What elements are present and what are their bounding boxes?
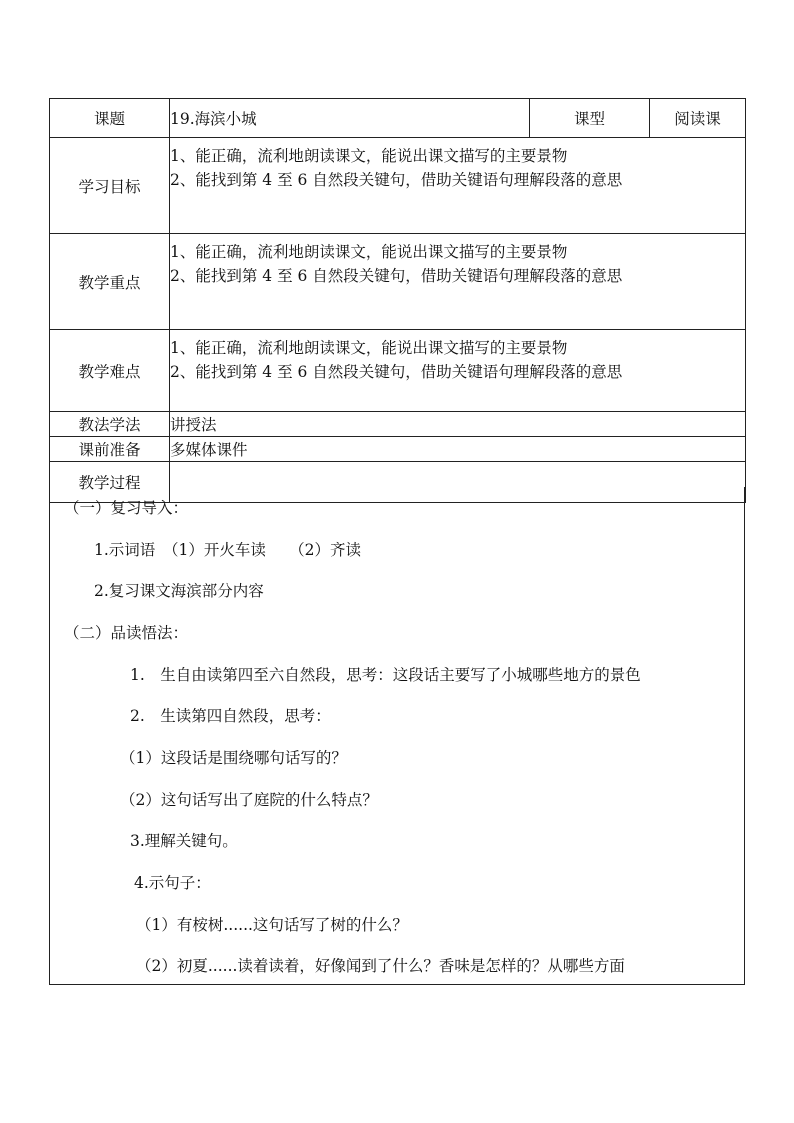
method-label: 教法学法 <box>50 412 170 437</box>
table-row <box>50 412 746 437</box>
preparation-value: 多媒体课件 <box>170 437 746 462</box>
section-heading-reading: （二）品读悟法： <box>64 624 189 642</box>
topic-label: 课题 <box>50 99 170 138</box>
process-question: （2）这句话写出了庭院的什么特点？ <box>120 791 378 809</box>
table-row <box>50 330 746 412</box>
process-step: 2. 生读第四自然段，思考： <box>130 707 331 725</box>
key-point-2: 2、能找到第 4 至 6 自然段关键句，借助关键语句理解段落的意思 <box>170 267 623 285</box>
difficulties-content <box>170 330 746 412</box>
learning-goal-2: 2、能找到第 4 至 6 自然段关键句，借助关键语句理解段落的意思 <box>170 171 623 189</box>
table-row <box>50 437 746 462</box>
process-step: 3.理解关键句。 <box>130 832 238 850</box>
process-question: （2）初夏......读着读着，好像闻到了什么？香味是怎样的？从哪些方面 <box>136 957 625 975</box>
process-step: 2.复习课文海滨部分内容 <box>94 582 264 600</box>
lesson-title: 19.海滨小城 <box>170 99 530 138</box>
preparation-label: 课前准备 <box>50 437 170 462</box>
lesson-type-value: 阅读课 <box>650 99 746 138</box>
teaching-process-section <box>49 487 745 985</box>
table-row <box>50 234 746 330</box>
learning-goals-label: 学习目标 <box>50 138 170 234</box>
key-points-label: 教学重点 <box>50 234 170 330</box>
difficulty-1: 1、能正确，流利地朗读课文，能说出课文描写的主要景物 <box>170 339 568 357</box>
process-question: （1）这段话是围绕哪句话写的？ <box>120 749 347 767</box>
process-step: 1.示词语 （1）开火车读 （2）齐读 <box>94 541 362 559</box>
process-step: 1. 生自由读第四至六自然段，思考：这段话主要写了小城哪些地方的景色 <box>130 666 641 684</box>
difficulties-label: 教学难点 <box>50 330 170 412</box>
process-question: （1）有桉树......这句话写了树的什么？ <box>136 916 408 934</box>
process-step: 4.示句子： <box>134 874 211 892</box>
lesson-plan-table <box>49 98 746 503</box>
learning-goal-1: 1、能正确，流利地朗读课文，能说出课文描写的主要景物 <box>170 147 568 165</box>
learning-goals-content <box>170 138 746 234</box>
process-label: 教学过程 <box>50 462 170 503</box>
key-point-1: 1、能正确，流利地朗读课文，能说出课文描写的主要景物 <box>170 243 568 261</box>
difficulty-2: 2、能找到第 4 至 6 自然段关键句，借助关键语句理解段落的意思 <box>170 363 623 381</box>
lesson-type-label: 课型 <box>530 99 650 138</box>
section-heading-review: （一）复习导入： <box>64 499 189 517</box>
method-value: 讲授法 <box>170 412 746 437</box>
key-points-content <box>170 234 746 330</box>
table-row <box>50 99 746 138</box>
table-row <box>50 138 746 234</box>
